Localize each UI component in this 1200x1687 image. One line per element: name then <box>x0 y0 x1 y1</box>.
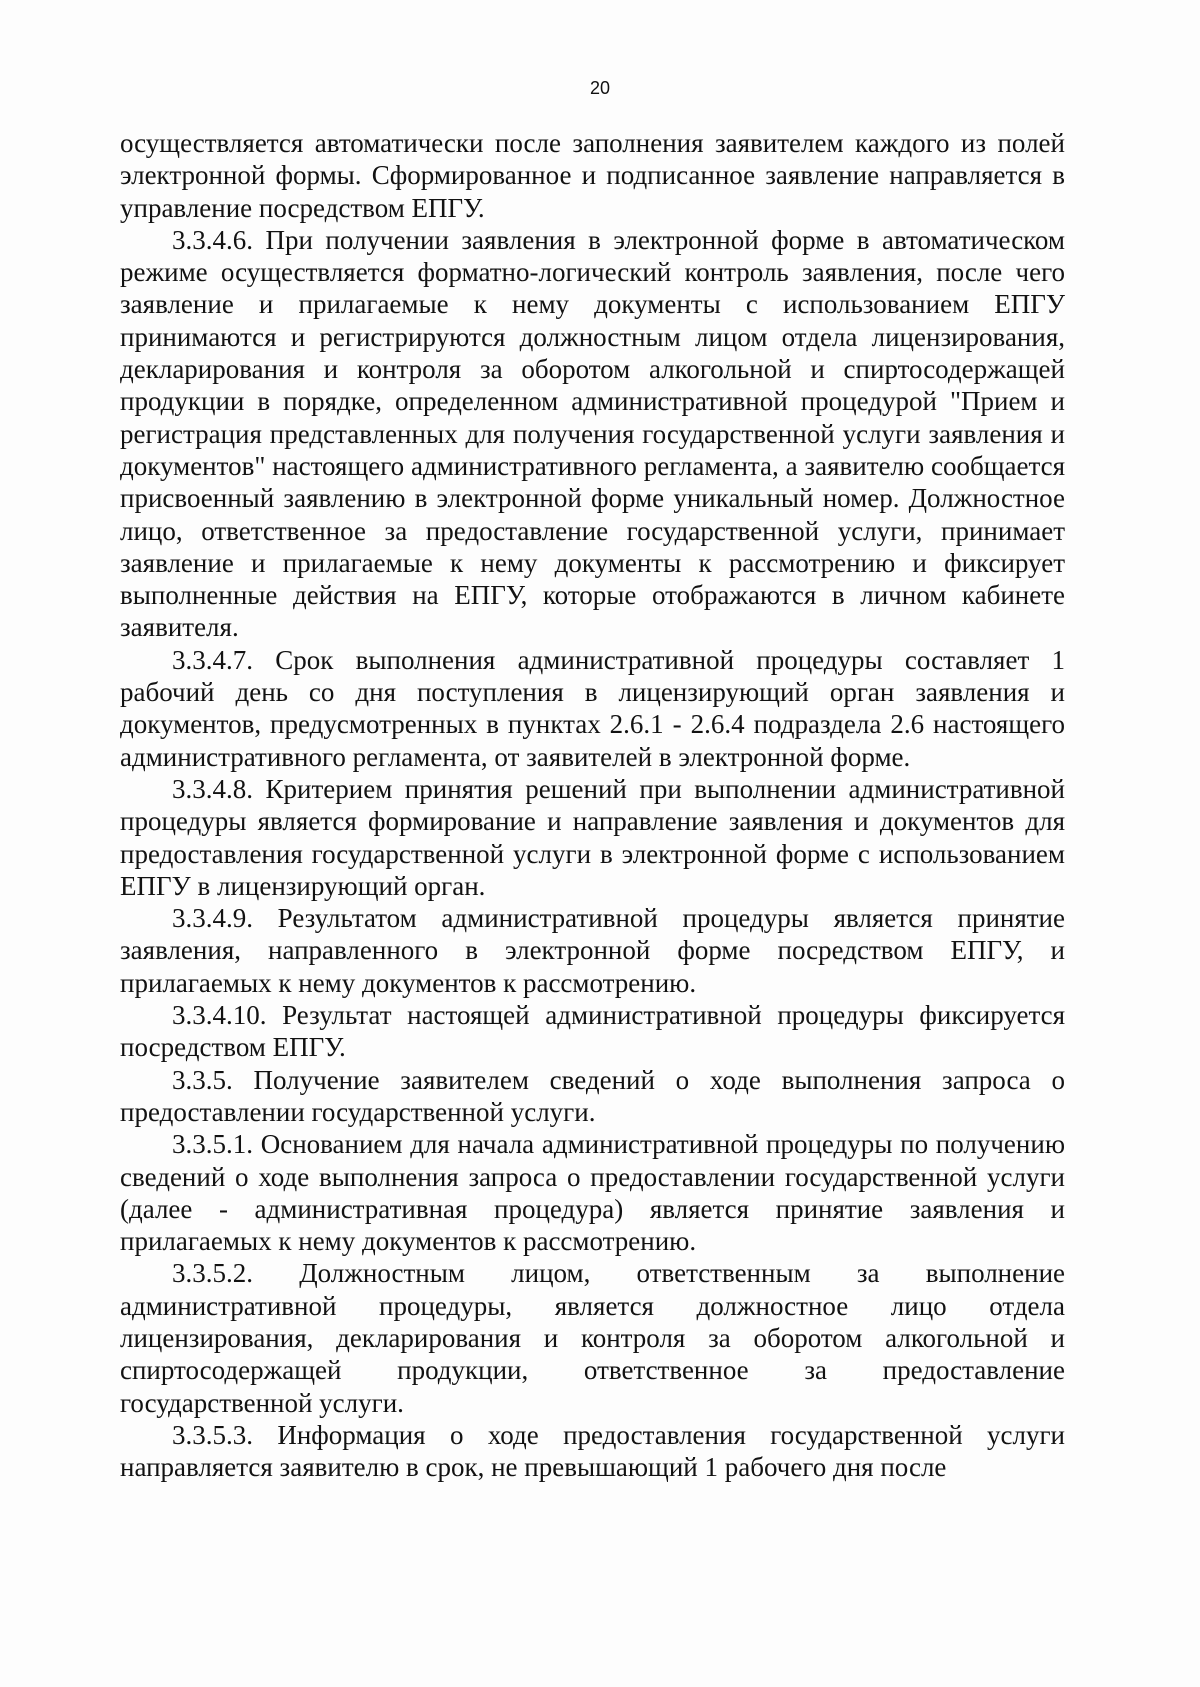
paragraph-3-3-5-3: 3.3.5.3. Информация о ходе предоставления государственной услуги направляется заявителю в срок, не превышающий 1 рабочего дня после <box>120 1419 1065 1483</box>
paragraph-3-3-4-10: 3.3.4.10. Результат настоящей административной процедуры фиксируется посредством ЕПГУ. <box>120 1000 1065 1063</box>
paragraph-3-3-4-7: 3.3.4.7. Срок выполнения административной процедуры составляет 1 рабочий день со дня поступления в лицензирующий орган заявления и документов, предусмотренных в пунктах 2.6.1 - 2.6.4 подраздела 2.6 настоящего административного регламента, от заявителей в электронной форме. <box>120 644 1065 772</box>
paragraph-3-3-5: 3.3.5. Получение заявителем сведений о ходе выполнения запроса о предоставлении государственной услуги. <box>120 1064 1065 1127</box>
page-number: 20 <box>589 78 611 98</box>
paragraph-3-3-5-2: 3.3.5.2. Должностным лицом, ответственным за выполнение административной процедуры, является должностное лицо отдела лицензирования, декларирования и контроля за оборотом алкогольной и спиртосодержащей продукции, ответственное за предоставление государственной услуги. <box>120 1258 1065 1418</box>
paragraph: осуществляется автоматически после заполнения заявителем каждого из полей электронной формы. Сформированное и подписанное заявление направляется в управление посредством ЕПГУ. <box>120 128 1065 223</box>
document-body <box>120 127 1065 1483</box>
paragraph-3-3-4-8: 3.3.4.8. Критерием принятия решений при выполнении административной процедуры является формирование и направление заявления и документов для предоставления государственной услуги в электронной форме с использованием ЕПГУ в лицензирующий орган. <box>120 773 1065 901</box>
paragraph-3-3-4-9: 3.3.4.9. Результатом административной процедуры является принятие заявления, направленного в электронной форме посредством ЕПГУ, и прилагаемых к нему документов к рассмотрению. <box>120 903 1065 998</box>
paragraph-3-3-4-6: 3.3.4.6. При получении заявления в электронной форме в автоматическом режиме осуществляется форматно-логический контроль заявления, после чего заявление и прилагаемые к нему документы с использованием ЕПГУ принимаются и регистрируются должностным лицом отдела лицензирования, декларирования и контроля за оборотом алкогольной и спиртосодержащей продукции в порядке, определенном административной процедурой "Прием и регистрация представленных для получения государственной услуги заявления и документов" настоящего административного регламента, а заявителю сообщается присвоенный заявлению в электронной форме уникальный номер. Должностное лицо, ответственное за предоставление государственной услуги, принимает заявление и прилагаемые к нему документы к рассмотрению и фиксирует выполненные действия на ЕПГУ, которые отображаются в личном кабинете заявителя. <box>120 224 1065 643</box>
paragraph-3-3-5-1: 3.3.5.1. Основанием для начала административной процедуры по получению сведений о ходе выполнения запроса о предоставлении государственной услуги (далее - административная процедура) является принятие заявления и прилагаемых к нему документов к рассмотрению. <box>120 1129 1065 1257</box>
